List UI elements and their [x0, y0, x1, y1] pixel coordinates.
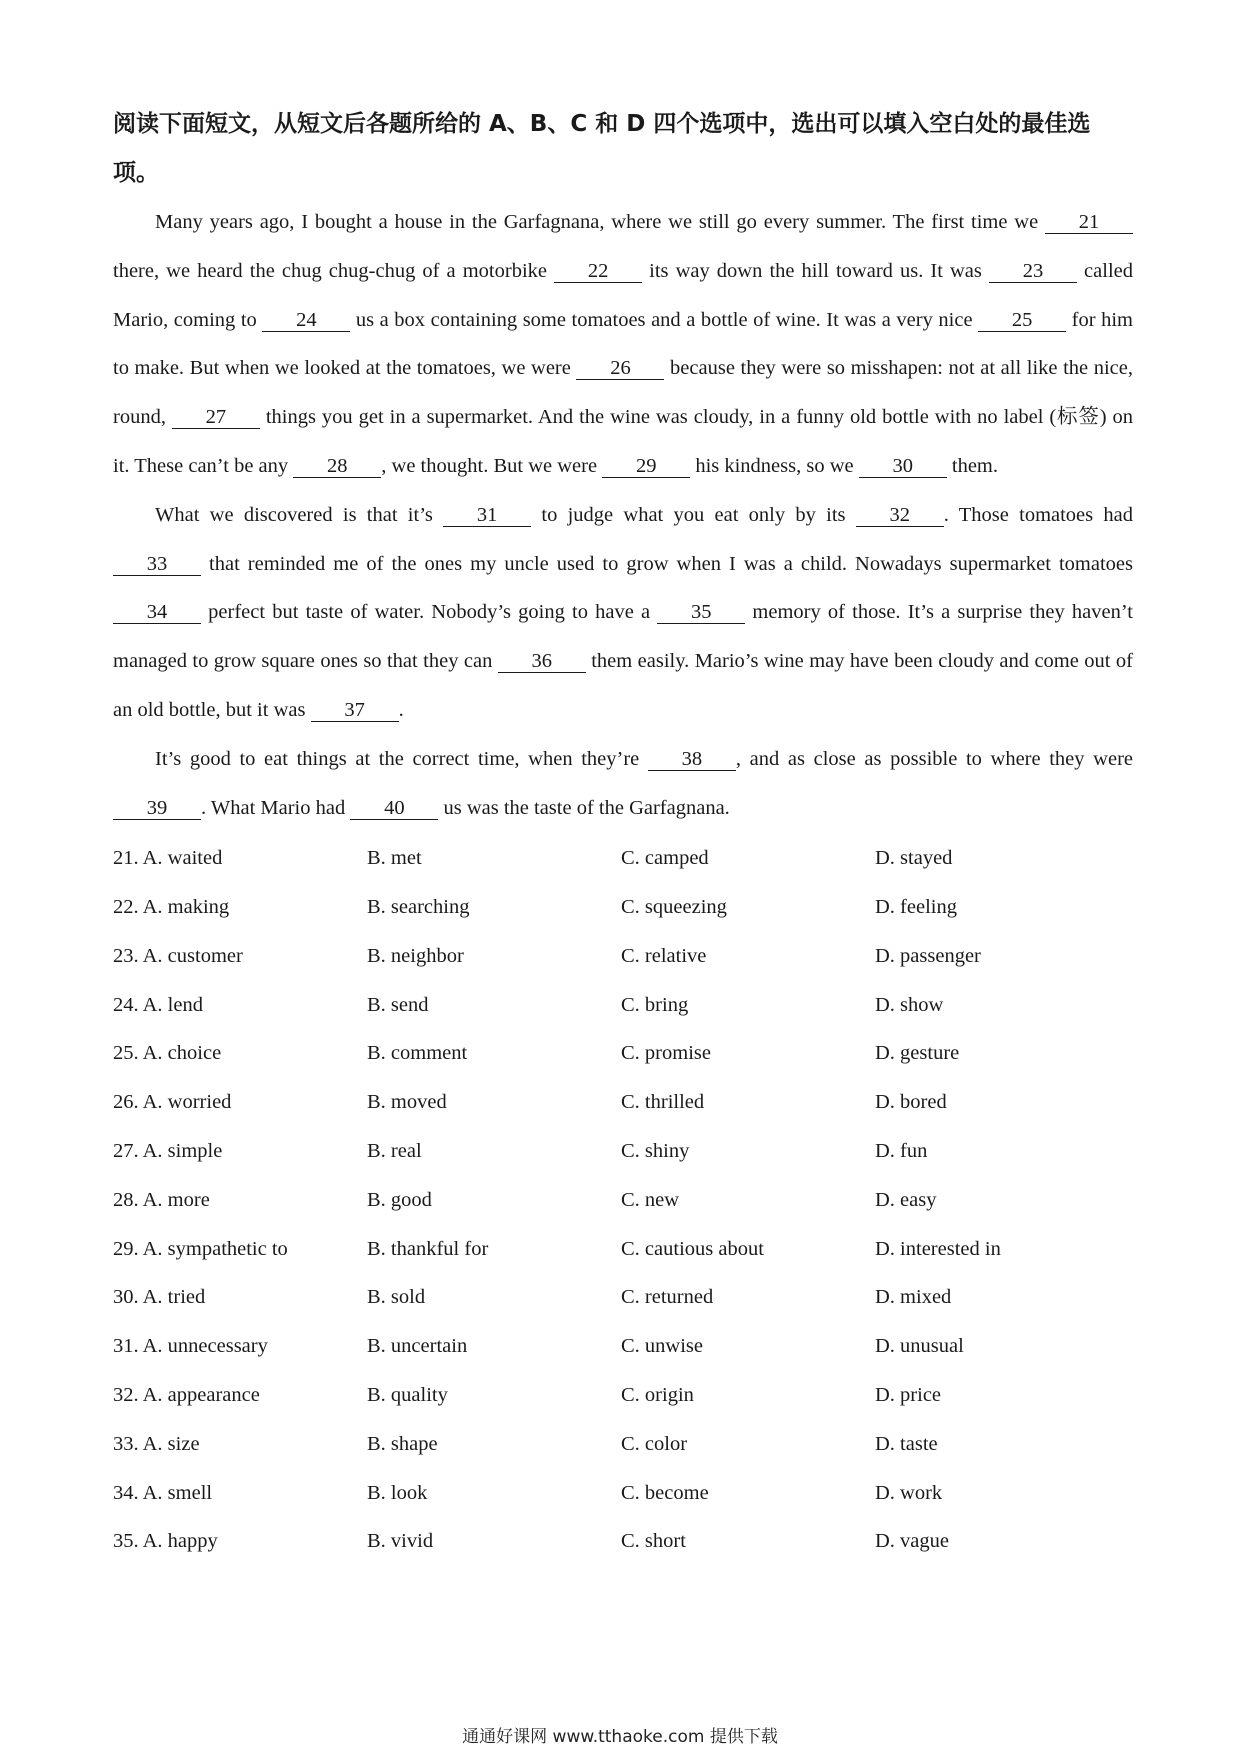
passage-text: them.	[946, 454, 998, 477]
option-a: 23. A. customer	[113, 944, 243, 967]
option-c: C. color	[621, 1432, 688, 1455]
blank-36: 36	[498, 650, 586, 673]
blank-33: 33	[113, 553, 201, 576]
question-row	[113, 1225, 1133, 1274]
option-c: C. promise	[621, 1042, 711, 1065]
option-b: B. look	[367, 1481, 428, 1504]
option-c: C. shiny	[621, 1140, 690, 1163]
question-row	[113, 1176, 1133, 1225]
option-b: B. comment	[367, 1042, 468, 1065]
passage-text: that reminded me of the ones my uncle used to grow when I was a child. Nowadays supermarket tomatoes	[201, 552, 1133, 575]
option-b: B. send	[367, 993, 429, 1016]
option-a: 29. A. sympathetic to	[113, 1237, 288, 1260]
option-d: D. taste	[875, 1432, 938, 1455]
page-footer: 通通好课网 www.tthaoke.com 提供下载	[462, 1727, 778, 1747]
blank-22: 22	[554, 260, 642, 283]
question-row	[113, 1371, 1133, 1420]
option-b: B. neighbor	[367, 944, 464, 967]
question-row	[113, 1518, 1133, 1567]
blank-24: 24	[262, 309, 350, 332]
passage-text: called Mario, coming to	[113, 259, 1133, 331]
option-c: C. bring	[621, 993, 689, 1016]
blank-30: 30	[859, 455, 947, 478]
option-c: C. origin	[621, 1384, 694, 1407]
option-d: D. passenger	[875, 944, 981, 967]
option-d: D. vague	[875, 1530, 950, 1553]
option-d: D. interested in	[875, 1237, 1001, 1260]
option-c: C. thrilled	[621, 1091, 705, 1114]
blank-25: 25	[978, 309, 1066, 332]
passage-text: It’s good to eat things at the correct time, when they’re	[155, 747, 648, 770]
option-c: C. returned	[621, 1286, 714, 1309]
passage-text: , and as close as possible to where they were	[735, 747, 1134, 770]
blank-40: 40	[350, 797, 438, 820]
option-b: B. real	[367, 1140, 422, 1163]
blank-34: 34	[113, 601, 201, 624]
passage-text: What we discovered is that it’s	[155, 503, 444, 526]
option-c: C. squeezing	[621, 896, 727, 919]
question-row	[113, 1030, 1133, 1079]
option-c: C. short	[621, 1530, 686, 1553]
option-b: B. vivid	[367, 1530, 434, 1553]
option-a: 22. A. making	[113, 896, 230, 919]
question-row	[113, 1322, 1133, 1371]
option-a: 33. A. size	[113, 1432, 200, 1455]
passage-paragraph	[113, 491, 1133, 735]
option-b: B. sold	[367, 1286, 426, 1309]
passage-text: his kindness, so we	[690, 454, 859, 477]
passage-text: things you get in a supermarket. And the wine was cloudy, in a funny old bottle with no label (标签) on it. These can’t be any	[113, 406, 1133, 477]
blank-32: 32	[856, 504, 944, 527]
passage-text: perfect but taste of water. Nobody’s going to have a	[201, 601, 658, 624]
blank-23: 23	[989, 260, 1077, 283]
option-c: C. cautious about	[621, 1237, 764, 1260]
blank-37: 37	[311, 699, 399, 722]
option-b: B. shape	[367, 1432, 438, 1455]
option-d: D. bored	[875, 1091, 947, 1114]
option-d: D. feeling	[875, 896, 957, 919]
option-b: B. searching	[367, 896, 470, 919]
option-b: B. thankful for	[367, 1237, 489, 1260]
option-d: D. fun	[875, 1140, 928, 1163]
instruction-heading: 阅读下面短文，从短文后各题所给的 A、B、C 和 D 四个选项中，选出可以填入空白处的最佳选项。	[113, 111, 1091, 186]
question-row	[113, 1469, 1133, 1518]
option-d: D. gesture	[875, 1042, 960, 1065]
option-d: D. price	[875, 1384, 942, 1407]
option-b: B. met	[367, 847, 422, 870]
passage-text: there, we heard the chug chug-chug of a motorbike	[113, 259, 555, 282]
option-d: D. stayed	[875, 847, 953, 870]
question-row	[113, 1274, 1133, 1323]
passage-text: memory of those. It’s a surprise they haven’t managed to grow square ones so that they can	[113, 601, 1133, 673]
blank-21: 21	[1045, 211, 1133, 234]
passage-text: for him to make. But when we looked at the tomatoes, we were	[113, 308, 1134, 380]
option-a: 35. A. happy	[113, 1530, 218, 1553]
option-d: D. easy	[875, 1188, 937, 1211]
passage-text: .	[398, 698, 404, 721]
question-row	[113, 1127, 1133, 1176]
passage-text: Many years ago, I bought a house in the Garfagnana, where we still go every summer. The first time we	[155, 211, 1045, 233]
option-a: 26. A. worried	[113, 1091, 232, 1114]
option-a: 21. A. waited	[113, 847, 223, 870]
passage-text: , we thought. But we were	[381, 454, 603, 477]
option-c: C. camped	[621, 847, 709, 870]
passage-text: . Those tomatoes had	[943, 503, 1133, 526]
blank-26: 26	[576, 357, 664, 380]
blank-28: 28	[293, 455, 381, 478]
blank-29: 29	[602, 455, 690, 478]
passage-text: us was the taste of the Garfagnana.	[438, 796, 730, 819]
option-c: C. new	[621, 1188, 680, 1211]
option-a: 30. A. tried	[113, 1286, 206, 1309]
blank-27: 27	[172, 406, 260, 429]
passage-text: . What Mario had	[201, 796, 351, 819]
blank-35: 35	[657, 601, 745, 624]
exam-page	[113, 100, 1133, 1566]
passage-text: to judge what you eat only by its	[531, 503, 856, 526]
question-row	[113, 932, 1133, 981]
option-a: 25. A. choice	[113, 1042, 222, 1065]
question-row	[113, 981, 1133, 1030]
passage-text: us a box containing some tomatoes and a bottle of wine. It was a very nice	[350, 308, 979, 331]
passage-text: because they were so misshapen: not at all like the nice, round,	[113, 357, 1133, 429]
option-a: 31. A. unnecessary	[113, 1335, 268, 1358]
option-c: C. unwise	[621, 1335, 703, 1358]
option-b: B. moved	[367, 1091, 447, 1114]
option-c: C. relative	[621, 944, 707, 967]
question-row	[113, 883, 1133, 932]
question-row	[113, 834, 1133, 883]
passage-paragraph	[113, 735, 1133, 833]
option-c: C. become	[621, 1481, 709, 1504]
option-b: B. quality	[367, 1384, 448, 1407]
option-b: B. uncertain	[367, 1335, 468, 1358]
passage-paragraph	[113, 198, 1133, 491]
option-d: D. mixed	[875, 1286, 952, 1309]
option-a: 27. A. simple	[113, 1140, 223, 1163]
option-a: 32. A. appearance	[113, 1384, 260, 1407]
option-d: D. unusual	[875, 1335, 964, 1358]
blank-38: 38	[648, 748, 736, 771]
option-a: 28. A. more	[113, 1188, 210, 1211]
option-a: 24. A. lend	[113, 993, 203, 1016]
option-d: D. work	[875, 1481, 943, 1504]
question-row	[113, 1420, 1133, 1469]
option-b: B. good	[367, 1188, 432, 1211]
cloze-passage	[113, 198, 1133, 832]
blank-39: 39	[113, 797, 201, 820]
option-a: 34. A. smell	[113, 1481, 213, 1504]
passage-text: them easily. Mario’s wine may have been cloudy and come out of an old bottle, but it was	[113, 650, 1133, 721]
passage-text: its way down the hill toward us. It was	[642, 259, 989, 282]
option-d: D. show	[875, 993, 944, 1016]
question-row	[113, 1078, 1133, 1127]
blank-31: 31	[443, 504, 531, 527]
option-list	[113, 834, 1133, 1566]
